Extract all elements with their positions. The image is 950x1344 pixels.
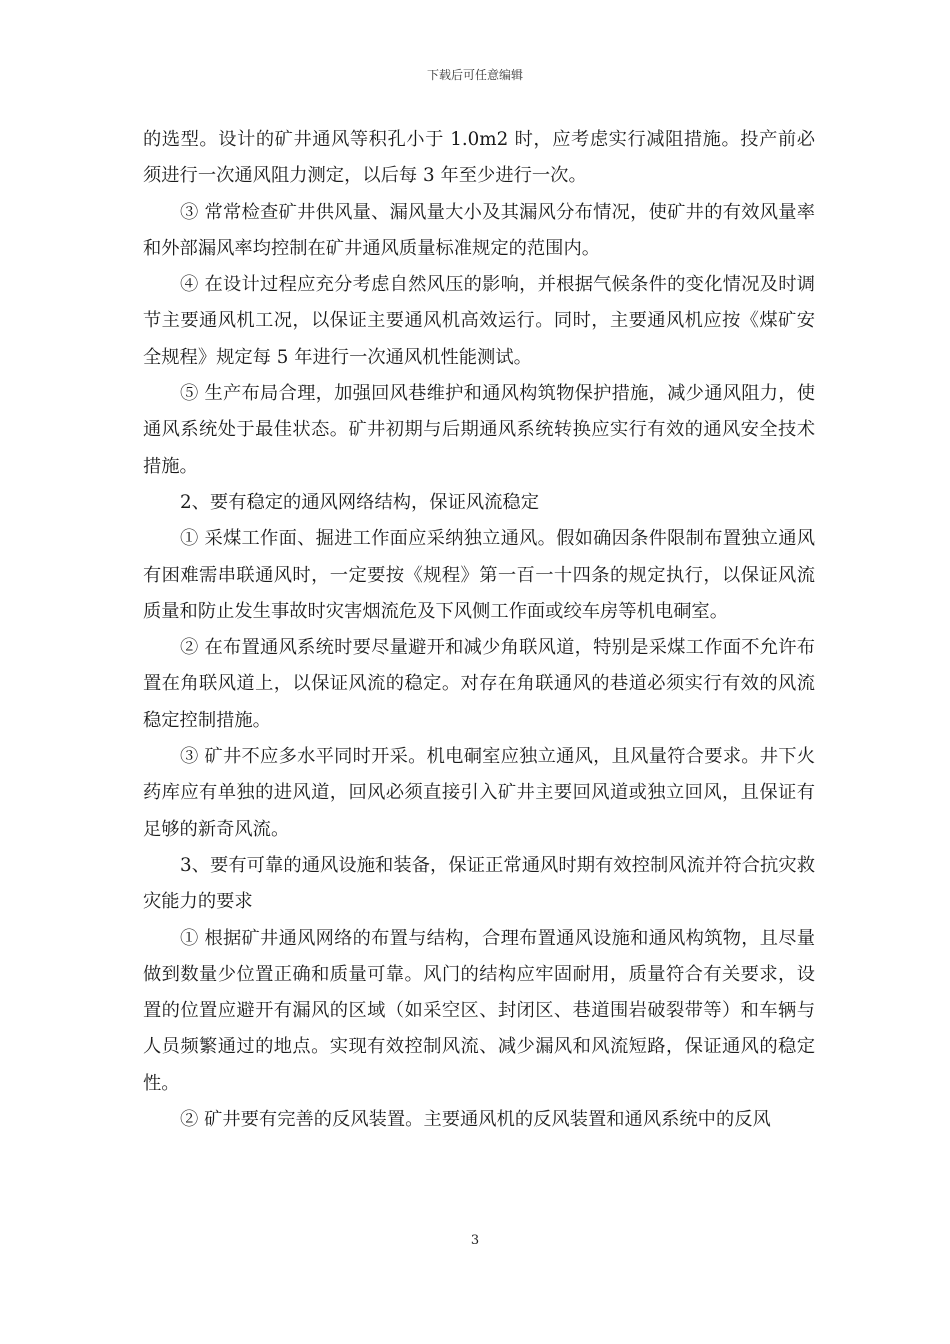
paragraph: ② 在布置通风系统时要尽量避开和减少角联风道，特别是采煤工作面不允许布置在角联风道上，以保证风流的稳定。对存在角联通风的巷道必须实行有效的风流稳定控制措施。 — [143, 637, 815, 731]
document-body — [143, 122, 815, 1138]
section-heading: 2、要有稳定的通风网络结构，保证风流稳定 — [180, 491, 539, 513]
paragraph: ③ 常常检查矿井供风量、漏风量大小及其漏风分布情况，使矿井的有效风量率和外部漏风率均控制在矿井通风质量标准规定的范围内。 — [143, 201, 815, 259]
page-header: 下载后可任意编辑 — [426, 68, 523, 82]
section-heading: 3、要有可靠的通风设施和装备，保证正常通风时期有效控制风流并符合抗灾救灾能力的要求 — [143, 854, 815, 913]
paragraph: ⑤ 生产布局合理，加强回风巷维护和通风构筑物保护措施，减少通风阻力，使通风系统处于最佳状态。矿井初期与后期通风系统转换应实行有效的通风安全技术措施。 — [143, 383, 815, 477]
paragraph: ② 矿井要有完善的反风装置。主要通风机的反风装置和通风系统中的反风 — [180, 1109, 771, 1131]
page-number: 3 — [470, 1233, 480, 1248]
paragraph: ③ 矿井不应多水平同时开采。机电硐室应独立通风，且风量符合要求。井下火药库应有单独的进风道，回风必须直接引入矿井主要回风道或独立回风，且保证有足够的新奇风流。 — [143, 746, 815, 840]
paragraph: 的选型。设计的矿井通风等积孔小于 1.0m2 时，应考虑实行减阻措施。投产前必须进行一次通风阻力测定，以后每 3 年至少进行一次。 — [143, 129, 815, 187]
paragraph: ① 根据矿井通风网络的布置与结构，合理布置通风设施和通风构筑物，且尽量做到数量少位置正确和质量可靠。风门的结构应牢固耐用，质量符合有关要求，设置的位置应避开有漏风的区域（如采空区、封闭区、巷道围岩破裂带等）和车辆与人员频繁通过的地点。实现有效控制风流、减少漏风和风流短路，保证通风的稳定性。 — [143, 927, 815, 1094]
paragraph: ① 采煤工作面、掘进工作面应采纳独立通风。假如确因条件限制布置独立通风有困难需串联通风时，一定要按《规程》第一百一十四条的规定执行，以保证风流质量和防止发生事故时灾害烟流危及下风侧工作面或绞车房等机电硐室。 — [143, 528, 815, 622]
paragraph: ④ 在设计过程应充分考虑自然风压的影响，并根据气候条件的变化情况及时调节主要通风机工况，以保证主要通风机高效运行。同时，主要通风机应按《煤矿安全规程》规定每 5 年进行一次通风机性能测试。 — [143, 274, 815, 368]
